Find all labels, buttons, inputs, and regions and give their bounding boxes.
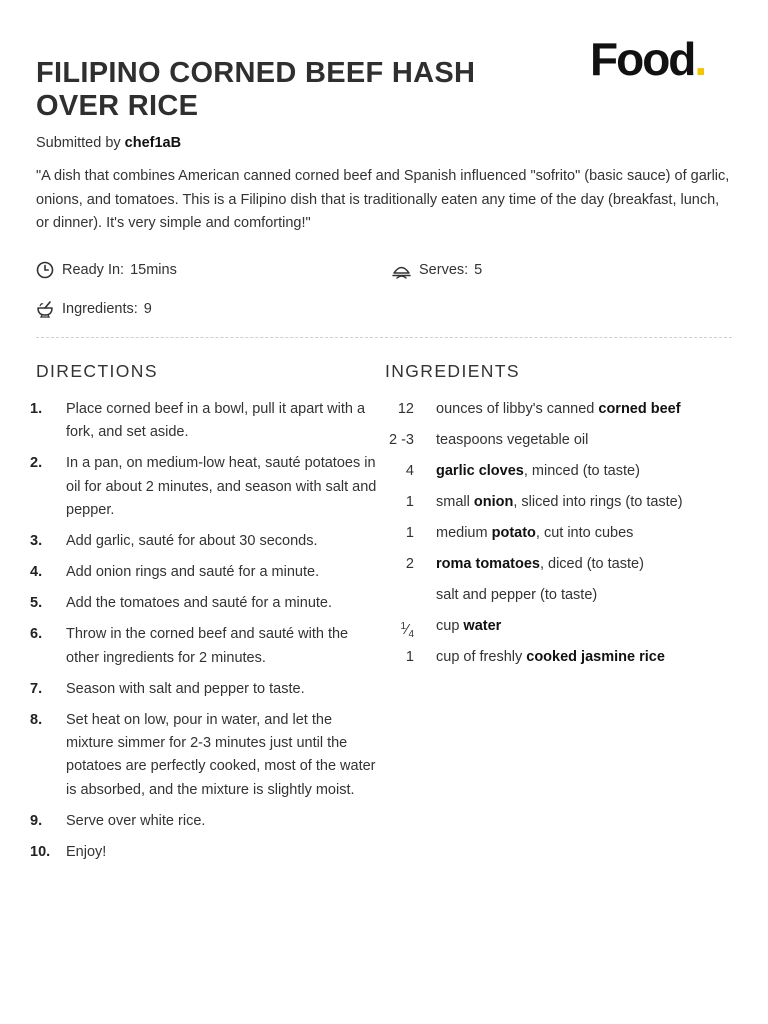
step-text: In a pan, on medium-low heat, sauté potatoes in oil for about 2 minutes, and season with salt and pepper.	[66, 455, 377, 519]
direction-step	[30, 623, 380, 670]
step-text: Set heat on low, pour in water, and let the mixture simmer for 2-3 minutes just until the potatoes are perfectly cooked, most of the water is absorbed, and the mixture is slightly moist.	[66, 711, 376, 798]
ingredient-name: corned beef	[598, 401, 681, 417]
ingredient-quantity: 2 -3	[389, 432, 414, 448]
ingredients-count-label: Ingredients:	[62, 301, 138, 317]
serves-meta	[392, 261, 482, 279]
logo-dot: .	[694, 33, 706, 85]
step-number: 9.	[30, 812, 43, 829]
ingredient-text	[436, 553, 738, 584]
ingredient-quantity: 1	[405, 525, 414, 541]
direction-step	[30, 398, 380, 445]
step-number: 8.	[30, 711, 43, 728]
direction-step	[30, 530, 380, 553]
ingredients-list	[378, 398, 738, 677]
ingredient-detail: cup of freshly	[436, 649, 527, 665]
ingredient-name: potato	[491, 525, 536, 541]
serving-dish-icon	[392, 261, 411, 279]
ingredient-name: cooked jasmine rice	[526, 649, 665, 665]
step-text: Add the tomatoes and sauté for a minute.	[66, 595, 332, 612]
ingredient-detail: teaspoons vegetable oil	[436, 432, 589, 448]
fraction-slash: ⁄	[406, 622, 409, 638]
ingredient-quantity	[378, 615, 414, 646]
directions-heading: DIRECTIONS	[36, 361, 158, 381]
ingredient-quantity	[378, 584, 414, 615]
ingredient-quantity: 1	[405, 494, 414, 510]
food-logo[interactable]	[590, 33, 706, 85]
ingredient-name: roma tomatoes	[436, 556, 540, 572]
ingredient-detail: small	[436, 494, 474, 510]
recipe-title: FILIPINO CORNED BEEF HASH OVER RICE	[36, 57, 476, 122]
step-number: 10.	[30, 843, 51, 860]
ingredient-quantity: 12	[397, 401, 414, 417]
serves-label: Serves:	[419, 262, 469, 278]
ingredient-name: water	[463, 618, 502, 634]
serves-value: 5	[474, 262, 483, 278]
direction-step	[30, 810, 380, 833]
ingredient-detail: cup	[436, 618, 464, 634]
ingredients-heading: INGREDIENTS	[385, 361, 520, 381]
ingredient-row	[378, 584, 738, 615]
ingredients-count-value: 9	[143, 301, 152, 317]
direction-step	[30, 841, 380, 864]
ingredient-quantity: 2	[405, 556, 414, 572]
direction-step	[30, 678, 380, 701]
ingredient-text	[436, 398, 738, 429]
fraction-numerator: 1	[400, 621, 407, 632]
step-text: Serve over white rice.	[66, 812, 206, 829]
ingredient-name: onion	[473, 494, 514, 510]
ingredient-detail: , cut into cubes	[535, 525, 634, 541]
fraction-denominator: 4	[408, 629, 414, 640]
direction-step	[30, 592, 380, 615]
step-number: 3.	[30, 533, 43, 550]
ingredient-row	[378, 398, 738, 429]
ingredient-text	[436, 646, 738, 677]
logo-text: Food	[590, 33, 695, 85]
direction-step	[30, 709, 380, 803]
ingredient-text	[436, 460, 738, 491]
ingredients-count-meta	[36, 300, 152, 318]
ingredient-detail: ounces of libby's canned	[436, 401, 599, 417]
ingredient-row	[378, 491, 738, 522]
ready-in-meta	[36, 261, 177, 279]
recipe-description: "A dish that combines American canned corned beef and Spanish influenced "sofrito" (basic sauce) of garlic, onions, and tomatoes. This is a Filipino dish that is traditionally eaten any time of the day (breakfast, lunch, or dinner). It's very simple and comforting!"	[36, 168, 730, 231]
author-name[interactable]: chef1aB	[124, 135, 182, 151]
directions-list	[30, 398, 380, 872]
ingredient-text	[436, 615, 738, 646]
step-number: 1.	[30, 401, 43, 417]
step-text: Season with salt and pepper to taste.	[66, 680, 305, 697]
ready-in-label: Ready In:	[62, 262, 125, 278]
ingredient-row	[378, 553, 738, 584]
section-divider	[36, 337, 732, 338]
clock-icon	[36, 261, 54, 279]
ingredient-detail: , sliced into rings (to taste)	[513, 494, 683, 510]
step-text: Add onion rings and sauté for a minute.	[66, 564, 320, 581]
mortar-pestle-icon	[36, 300, 54, 318]
ingredient-row	[378, 460, 738, 491]
direction-step	[30, 452, 380, 522]
ingredient-text	[436, 584, 738, 615]
ingredient-detail: , diced (to taste)	[539, 556, 644, 572]
ingredient-detail: , minced (to taste)	[523, 463, 640, 479]
ingredient-text	[436, 429, 738, 460]
step-text: Add garlic, sauté for about 30 seconds.	[66, 533, 318, 550]
ingredient-row	[378, 522, 738, 553]
step-number: 5.	[30, 595, 43, 612]
ingredient-name: garlic cloves	[436, 463, 524, 479]
ready-in-value: 15mins	[130, 262, 177, 278]
ingredient-quantity: 4	[405, 463, 414, 479]
step-text: Throw in the corned beef and sauté with the other ingredients for 2 minutes.	[66, 626, 349, 666]
step-text: Place corned beef in a bowl, pull it apart with a fork, and set aside.	[66, 401, 366, 441]
step-text: Enjoy!	[66, 843, 107, 860]
step-number: 2.	[30, 455, 43, 472]
direction-step	[30, 561, 380, 584]
ingredient-row	[378, 646, 738, 677]
submitted-by	[36, 135, 181, 151]
ingredient-detail: salt and pepper (to taste)	[436, 587, 598, 603]
ingredient-text	[436, 491, 738, 522]
ingredient-text	[436, 522, 738, 553]
ingredient-row	[378, 429, 738, 460]
step-number: 7.	[30, 680, 43, 697]
ingredient-row	[378, 615, 738, 646]
submitted-prefix: Submitted by	[36, 135, 121, 151]
step-number: 4.	[30, 564, 43, 581]
step-number: 6.	[30, 626, 43, 643]
ingredient-quantity: 1	[405, 649, 414, 665]
ingredient-detail: medium	[436, 525, 492, 541]
